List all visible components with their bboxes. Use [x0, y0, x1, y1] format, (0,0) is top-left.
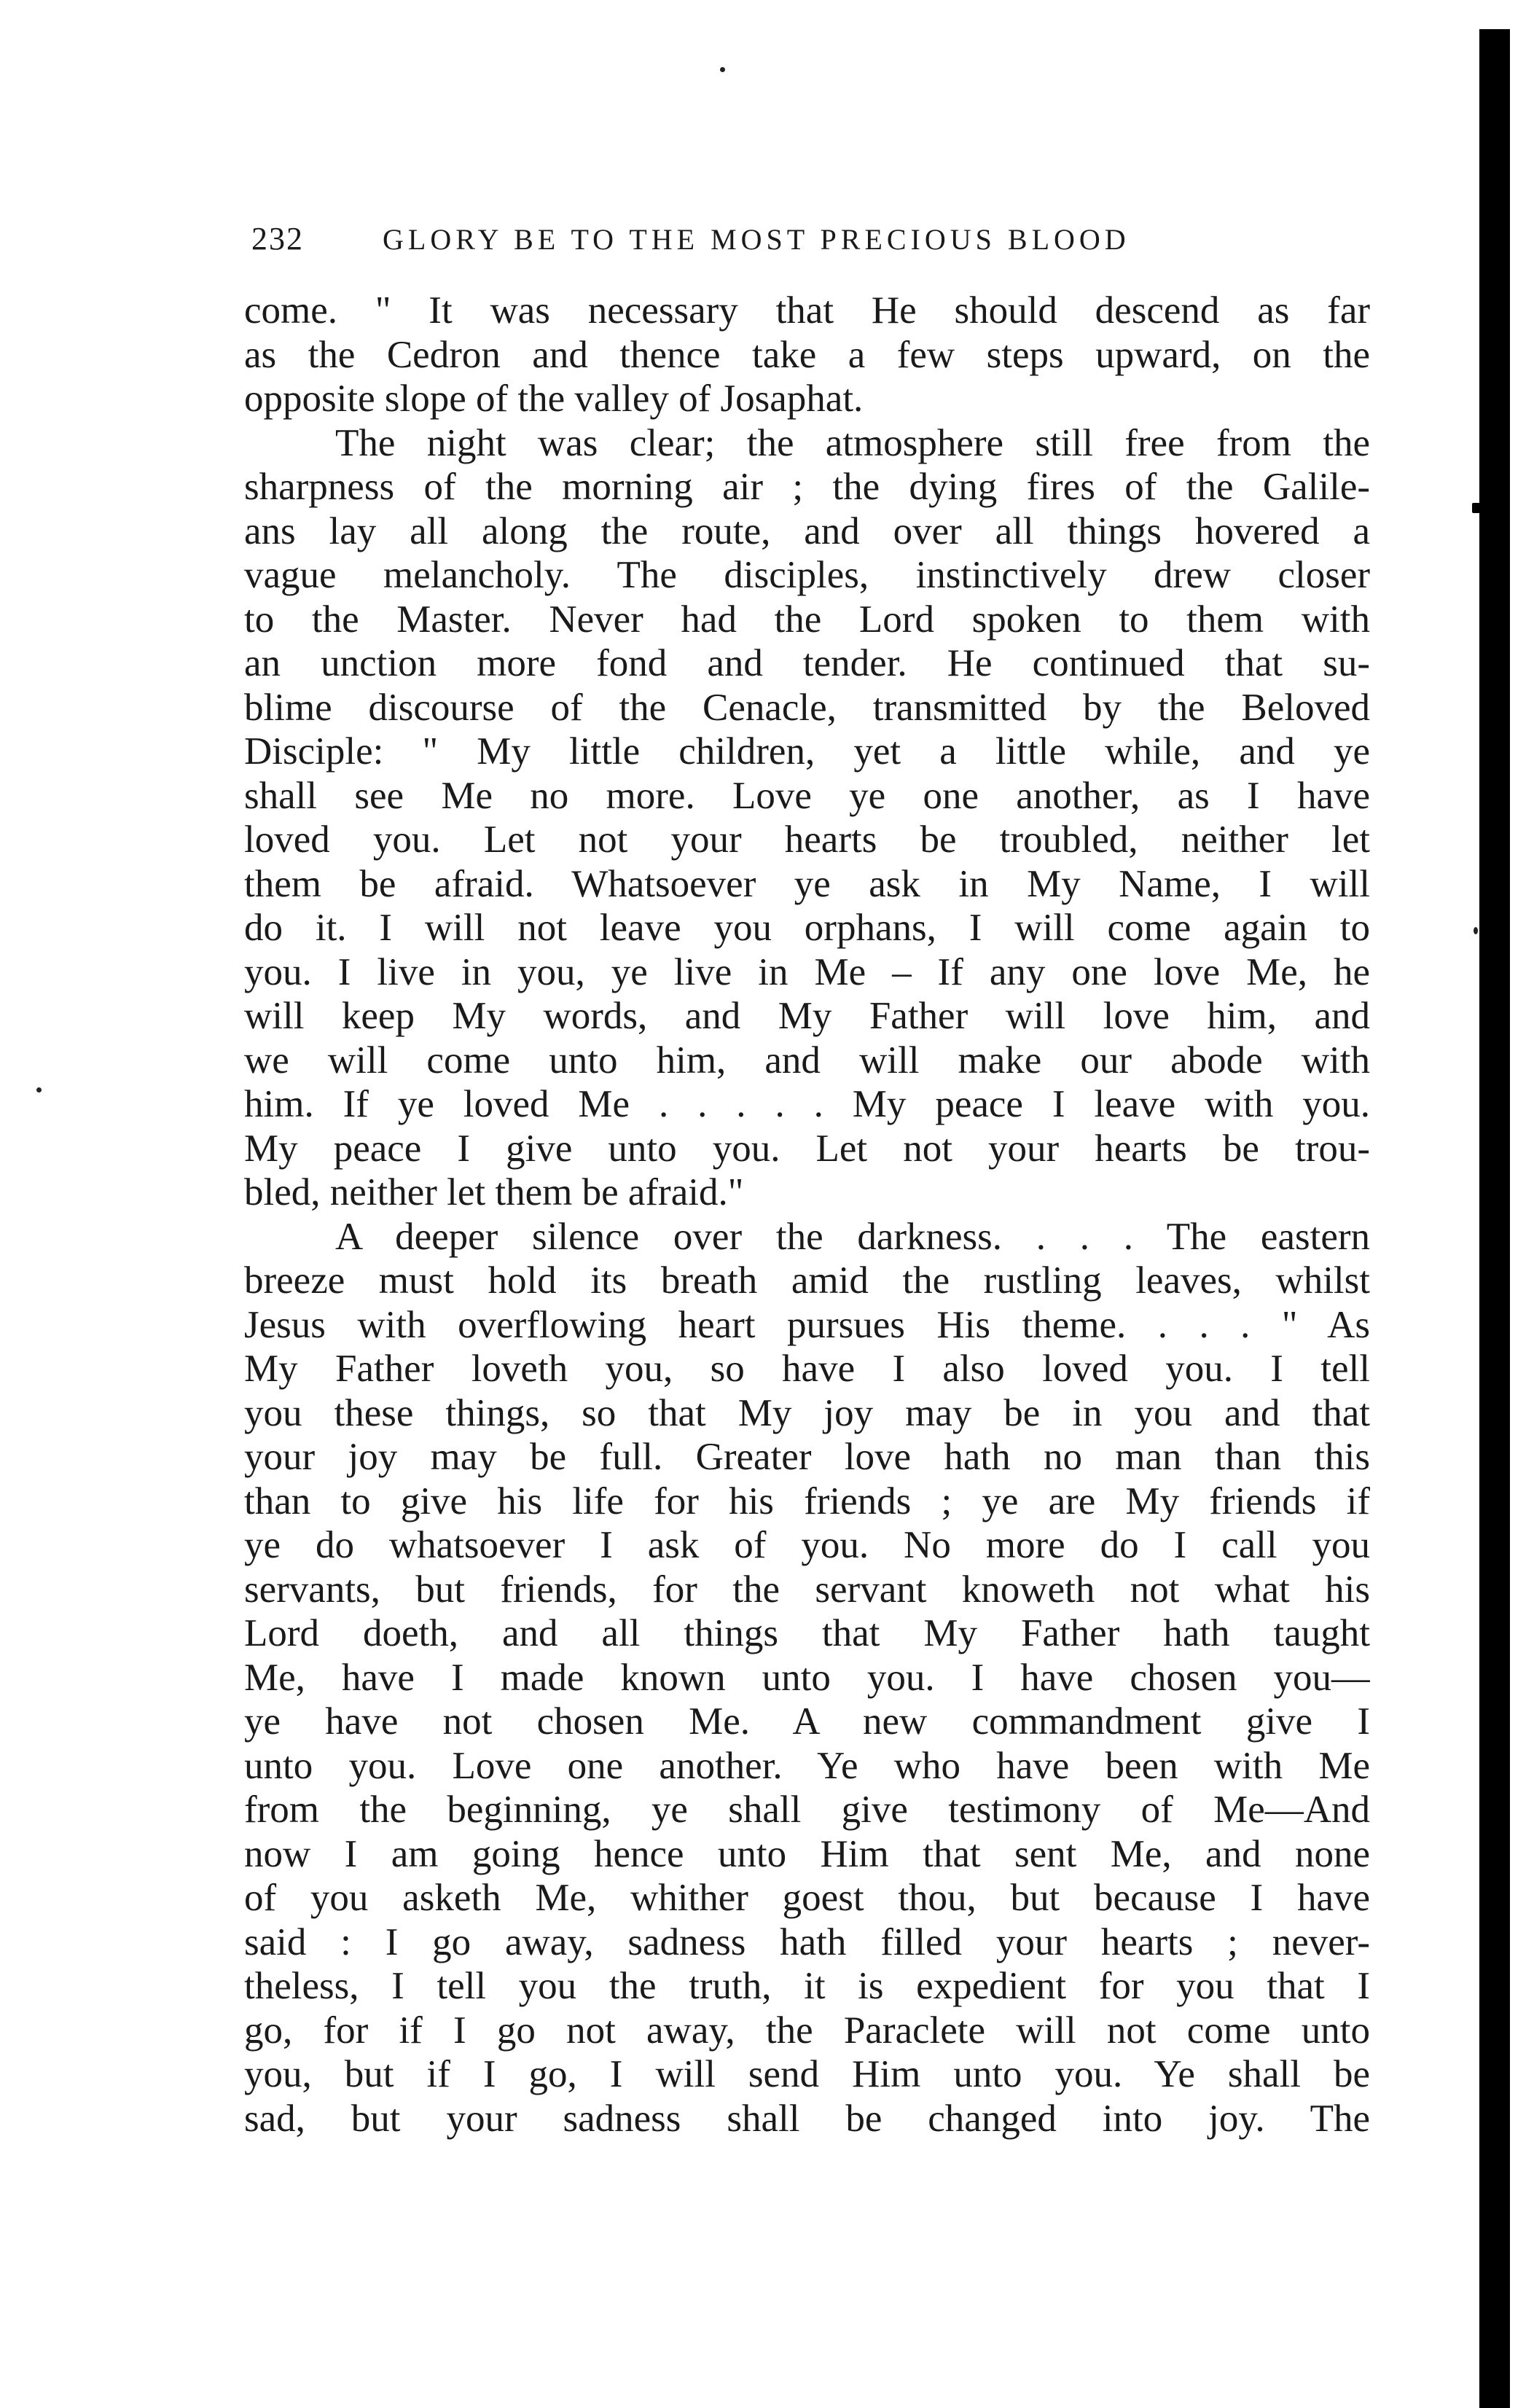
- page-edge-shadow: [1479, 29, 1510, 2408]
- text-line: you these things, so that My joy may be in you and that: [244, 1391, 1370, 1434]
- text-line: ye have not chosen Me. A new commandment give I: [244, 1700, 1370, 1743]
- paragraph-start-line: The night was clear; the atmosphere still free from the: [335, 421, 1370, 464]
- text-line: Disciple: " My little children, yet a little while, and ye: [244, 730, 1370, 773]
- running-head: [251, 220, 1199, 264]
- text-line: go, for if I go not away, the Paraclete will not come unto: [244, 2009, 1370, 2052]
- text-line: your joy may be full. Greater love hath no man than this: [244, 1436, 1370, 1478]
- text-line: bled, neither let them be afraid.": [244, 1171, 744, 1213]
- text-line: blime discourse of the Cenacle, transmitted by the Beloved: [244, 686, 1370, 729]
- text-line: My Father loveth you, so have I also loved you. I tell: [244, 1348, 1370, 1390]
- text-line: sad, but your sadness shall be changed into joy. The: [244, 2097, 1370, 2140]
- page-edge-mark: [1472, 503, 1484, 513]
- text-line: shall see Me no more. Love ye one another, as I have: [244, 774, 1370, 817]
- text-line: you, but if I go, I will send Him unto you. Ye shall be: [244, 2053, 1370, 2095]
- text-line: ye do whatsoever I ask of you. No more do I call you: [244, 1524, 1370, 1566]
- text-line: of you asketh Me, whither goest thou, but because I have: [244, 1877, 1370, 1919]
- paragraph-start-line: A deeper silence over the darkness. . . . The eastern: [335, 1215, 1370, 1258]
- text-line: Lord doeth, and all things that My Father hath taught: [244, 1612, 1370, 1654]
- body-text: [244, 289, 1370, 2141]
- text-line: My peace I give unto you. Let not your hearts be trou-: [244, 1127, 1370, 1170]
- text-line: loved you. Let not your hearts be troubled, neither let: [244, 818, 1370, 861]
- text-line: an unction more fond and tender. He continued that su-: [244, 642, 1370, 684]
- text-line: to the Master. Never had the Lord spoken to them with: [244, 598, 1370, 641]
- text-line: you. I live in you, ye live in Me – If any one love Me, he: [244, 950, 1370, 993]
- text-line: do it. I will not leave you orphans, I will come again to: [244, 907, 1370, 949]
- text-line: opposite slope of the valley of Josaphat.: [244, 378, 864, 420]
- book-title: GLORY BE TO THE MOST PRECIOUS BLOOD: [383, 223, 1130, 256]
- text-line: from the beginning, ye shall give testimony of Me—And: [244, 1789, 1370, 1831]
- text-line: will keep My words, and My Father will love him, and: [244, 995, 1370, 1037]
- text-line: as the Cedron and thence take a few steps upward, on the: [244, 333, 1370, 376]
- text-line: Me, have I made known unto you. I have chosen you—: [244, 1656, 1370, 1699]
- text-line: them be afraid. Whatsoever ye ask in My Name, I will: [244, 862, 1370, 905]
- print-speck: [1474, 927, 1478, 934]
- text-line: sharpness of the morning air ; the dying fires of the Galile-: [244, 466, 1370, 508]
- page-number: 232: [251, 221, 304, 257]
- text-line: Jesus with overflowing heart pursues His theme. . . . " As: [244, 1303, 1370, 1346]
- text-line: vague melancholy. The disciples, instinctively drew closer: [244, 554, 1370, 596]
- text-line: him. If ye loved Me . . . . . My peace I leave with you.: [244, 1083, 1370, 1125]
- text-line: come. " It was necessary that He should descend as far: [244, 289, 1370, 332]
- text-line: now I am going hence unto Him that sent Me, and none: [244, 1832, 1370, 1875]
- print-speck: [720, 67, 725, 72]
- text-line: breeze must hold its breath amid the rustling leaves, whilst: [244, 1259, 1370, 1302]
- print-speck: [36, 1087, 42, 1092]
- text-line: we will come unto him, and will make our abode with: [244, 1039, 1370, 1082]
- text-line: unto you. Love one another. Ye who have been with Me: [244, 1744, 1370, 1787]
- text-line: ans lay all along the route, and over all things hovered a: [244, 509, 1370, 552]
- text-line: theless, I tell you the truth, it is expedient for you that I: [244, 1965, 1370, 2007]
- text-line: than to give his life for his friends ; ye are My friends if: [244, 1479, 1370, 1522]
- text-line: servants, but friends, for the servant knoweth not what his: [244, 1568, 1370, 1611]
- text-line: said : I go away, sadness hath filled your hearts ; never-: [244, 1920, 1370, 1963]
